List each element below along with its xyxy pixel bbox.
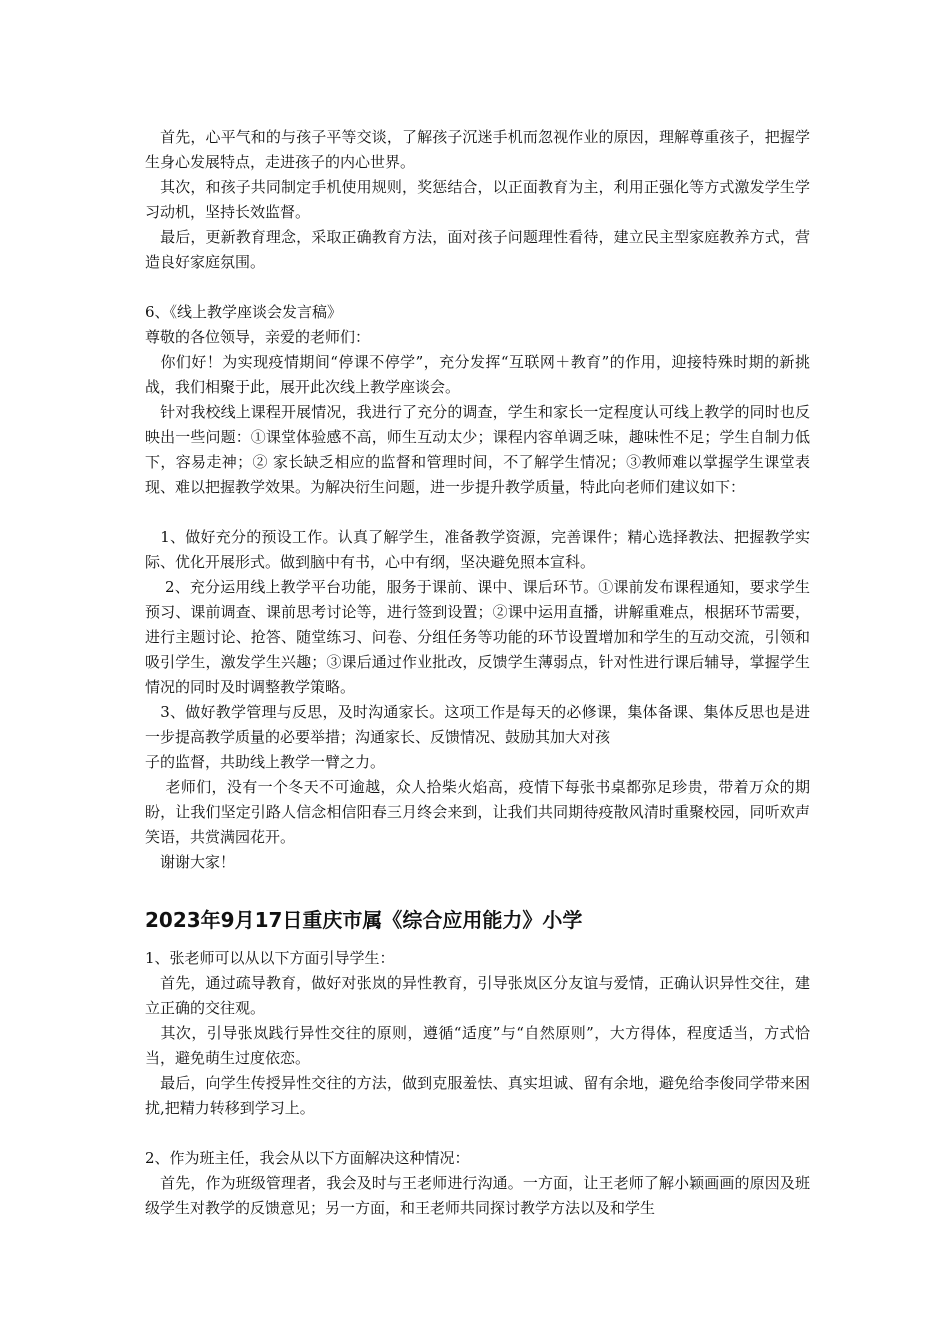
question-title: 2、作为班主任，我会从以下方面解决这种情况：	[145, 1149, 470, 1167]
paragraph: 你们好！为实现疫情期间“停课不停学”，充分发挥“互联网＋教育”的作用，迎接特殊时期的新挑战，我们相聚于此，展开此次线上教学座谈会。	[145, 353, 810, 396]
page-heading: 2023年9月17日重庆市属《综合应用能力》小学	[145, 908, 583, 932]
paragraph: 其次，和孩子共同制定手机使用规则，奖惩结合，以正面教育为主，利用正强化等方式激发学生学习动机，坚持长效监督。	[145, 178, 810, 221]
paragraph: 子的监督，共助线上教学一臂之力。	[145, 753, 386, 771]
section-title: 6、《线上教学座谈会发言稿》	[145, 303, 343, 321]
paragraph: 最后，向学生传授异性交往的方法，做到克服羞怯、真实坦诚、留有余地，避免给李俊同学带来困扰,把精力转移到学习上。	[145, 1074, 810, 1117]
paragraph: 2、充分运用线上教学平台功能，服务于课前、课中、课后环节。①课前发布课程通知，要求学生预习、课前调查、课前思考讨论等，进行签到设置；②课中运用直播，讲解重难点，根据环节需要，进行主题讨论、抢答、随堂练习、问卷、分组任务等功能的环节设置增加和学生的互动交流，引领和吸引学生，激发学生兴趣；③课后通过作业批改，反馈学生薄弱点，针对性进行课后辅导，掌握学生情况的同时及时调整教学策略。	[145, 578, 810, 696]
question-title: 1、张老师可以从以下方面引导学生：	[145, 949, 395, 967]
paragraph: 谢谢大家！	[145, 853, 236, 871]
paragraph: 1、做好充分的预设工作。认真了解学生，准备教学资源，完善课件；精心选择教法、把握教学实际、优化开展形式。做到脑中有书，心中有纲，坚决避免照本宣科。	[145, 528, 810, 571]
paragraph: 首先，通过疏导教育，做好对张岚的异性教育，引导张岚区分友谊与爱情，正确认识异性交往，建立正确的交往观。	[145, 974, 810, 1017]
greeting: 尊敬的各位领导，亲爱的老师们：	[145, 328, 371, 346]
paragraph: 最后，更新教育理念，采取正确教育方法，面对孩子问题理性看待，建立民主型家庭教养方式，营造良好家庭氛围。	[145, 228, 810, 271]
paragraph: 首先，心平气和的与孩子平等交谈，了解孩子沉迷手机而忽视作业的原因，理解尊重孩子，把握学生身心发展特点，走进孩子的内心世界。	[145, 128, 810, 171]
paragraph: 其次，引导张岚践行异性交往的原则，遵循“适度”与“自然原则”，大方得体，程度适当，方式恰当，避免萌生过度依恋。	[145, 1024, 810, 1067]
paragraph: 3、做好教学管理与反思，及时沟通家长。这项工作是每天的必修课，集体备课、集体反思也是进一步提高教学质量的必要举措；沟通家长、反馈情况、鼓励其加大对孩	[145, 703, 810, 746]
paragraph: 首先，作为班级管理者，我会及时与王老师进行沟通。一方面，让王老师了解小颖画画的原因及班级学生对教学的反馈意见；另一方面，和王老师共同探讨教学方法以及和学生	[145, 1174, 810, 1217]
paragraph: 老师们，没有一个冬天不可逾越，众人拾柴火焰高，疫情下每张书桌都弥足珍贵，带着万众的期盼，让我们坚定引路人信念相信阳春三月终会来到，让我们共同期待疫散风清时重聚校园，同听欢声笑语，共赏满园花开。	[145, 778, 810, 846]
paragraph: 针对我校线上课程开展情况，我进行了充分的调查，学生和家长一定程度认可线上教学的同时也反映出一些问题：①课堂体验感不高，师生互动太少；课程内容单调乏味，趣味性不足；学生自制力低下，容易走神；② 家长缺乏相应的监督和管理时间，不了解学生情况；③教师难以掌握学生课堂表现、难以把握教学效果。为解决衍生问题，进一步提升教学质量，特此向老师们建议如下：	[145, 403, 810, 496]
